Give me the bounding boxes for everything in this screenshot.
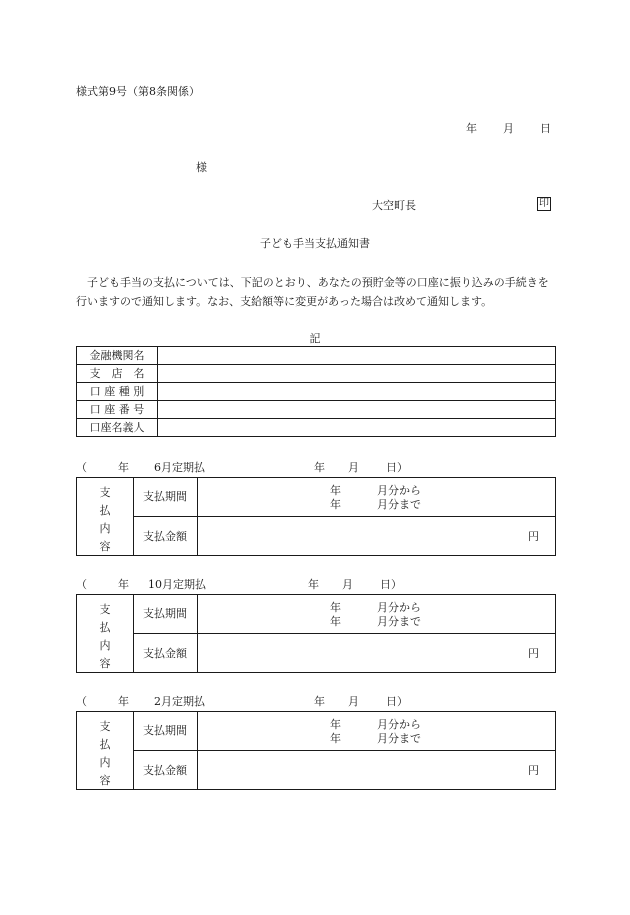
to-month-text: 月分まで bbox=[377, 498, 421, 511]
pay-date-year: 年 bbox=[314, 461, 325, 474]
to-month-text: 月分まで bbox=[377, 615, 421, 628]
yen-unit: 円 bbox=[528, 647, 539, 660]
table-row bbox=[77, 419, 556, 437]
payment-contents-label bbox=[77, 712, 134, 789]
account-number-field[interactable] bbox=[158, 401, 556, 419]
period-open-paren: （ bbox=[76, 578, 87, 591]
payment-amount-label: 支払金額 bbox=[143, 647, 187, 660]
period-name: 2月定期払 bbox=[154, 695, 205, 708]
period-open-paren: （ bbox=[76, 461, 87, 474]
side-char: 容 bbox=[99, 657, 111, 670]
document-title: 子ども手当支払通知書 bbox=[260, 237, 370, 250]
pay-date-year: 年 bbox=[314, 695, 325, 708]
pay-date-month: 月 bbox=[348, 461, 359, 474]
issue-date bbox=[466, 123, 551, 134]
side-char: 払 bbox=[99, 504, 111, 517]
to-year: 年 bbox=[330, 732, 341, 745]
side-char: 容 bbox=[99, 774, 111, 787]
side-char: 内 bbox=[99, 639, 111, 652]
yen-unit: 円 bbox=[528, 530, 539, 543]
payment-contents-label bbox=[77, 478, 134, 555]
period-header-february bbox=[76, 696, 556, 709]
date-year: 年 bbox=[466, 122, 477, 135]
payment-amount-label: 支払金額 bbox=[143, 764, 187, 777]
pay-date-month: 月 bbox=[342, 578, 353, 591]
period-name: 6月定期払 bbox=[154, 461, 205, 474]
account-type-field[interactable] bbox=[158, 383, 556, 401]
pay-date-year: 年 bbox=[308, 578, 319, 591]
to-month-text: 月分まで bbox=[377, 732, 421, 745]
payment-box-october bbox=[76, 594, 556, 673]
side-char: 支 bbox=[99, 486, 111, 499]
pay-date-day: 日） bbox=[386, 461, 408, 474]
form-number: 様式第9号（第8条関係） bbox=[76, 85, 200, 98]
period-year: 年 bbox=[118, 461, 129, 474]
account-holder-field[interactable] bbox=[158, 419, 556, 437]
period-header-june bbox=[76, 462, 556, 475]
account-type-label: 口 座 種 別 bbox=[77, 383, 158, 401]
period-name: 10月定期払 bbox=[148, 578, 206, 591]
account-holder-label: 口座名義人 bbox=[77, 419, 158, 437]
table-row bbox=[77, 383, 556, 401]
from-year: 年 bbox=[330, 718, 341, 731]
from-year: 年 bbox=[330, 601, 341, 614]
side-char: 内 bbox=[99, 522, 111, 535]
side-char: 容 bbox=[99, 540, 111, 553]
account-number-label: 口 座 番 号 bbox=[77, 401, 158, 419]
ki-heading: 記 bbox=[309, 332, 321, 345]
from-year: 年 bbox=[330, 484, 341, 497]
to-year: 年 bbox=[330, 498, 341, 511]
payment-period-label: 支払期間 bbox=[143, 724, 187, 737]
addressee: 様 bbox=[196, 161, 207, 174]
payment-period-label: 支払期間 bbox=[143, 490, 187, 503]
payment-contents-label bbox=[77, 595, 134, 672]
body-paragraph: 子ども手当の支払については、下記のとおり、あなたの預貯金等の口座に振り込みの手続きを行いますので通知します。なお、支給額等に変更があった場合は改めて通知します。 bbox=[76, 276, 549, 308]
payment-period-label: 支払期間 bbox=[143, 607, 187, 620]
side-char: 支 bbox=[99, 603, 111, 616]
pay-date-day: 日） bbox=[386, 695, 408, 708]
side-char: 内 bbox=[99, 756, 111, 769]
issuer: 大空町長 bbox=[372, 199, 416, 212]
to-year: 年 bbox=[330, 615, 341, 628]
period-year: 年 bbox=[118, 695, 129, 708]
bank-account-table bbox=[76, 346, 556, 437]
date-month: 月 bbox=[503, 122, 514, 135]
from-month-text: 月分から bbox=[377, 718, 421, 731]
side-char: 払 bbox=[99, 738, 111, 751]
bank-name-field[interactable] bbox=[158, 347, 556, 365]
yen-unit: 円 bbox=[528, 764, 539, 777]
payment-box-february bbox=[76, 711, 556, 790]
table-row bbox=[77, 347, 556, 365]
pay-date-month: 月 bbox=[348, 695, 359, 708]
seal-mark: 印 bbox=[539, 198, 549, 209]
side-char: 支 bbox=[99, 720, 111, 733]
period-open-paren: （ bbox=[76, 695, 87, 708]
from-month-text: 月分から bbox=[377, 601, 421, 614]
period-header-october bbox=[76, 579, 556, 592]
table-row bbox=[77, 365, 556, 383]
side-char: 払 bbox=[99, 621, 111, 634]
payment-box-june bbox=[76, 477, 556, 556]
from-month-text: 月分から bbox=[377, 484, 421, 497]
period-year: 年 bbox=[118, 578, 129, 591]
bank-name-label: 金融機関名 bbox=[77, 347, 158, 365]
branch-name-label: 支 店 名 bbox=[77, 365, 158, 383]
branch-name-field[interactable] bbox=[158, 365, 556, 383]
pay-date-day: 日） bbox=[380, 578, 402, 591]
payment-amount-label: 支払金額 bbox=[143, 530, 187, 543]
date-day: 日 bbox=[540, 122, 551, 135]
table-row bbox=[77, 401, 556, 419]
